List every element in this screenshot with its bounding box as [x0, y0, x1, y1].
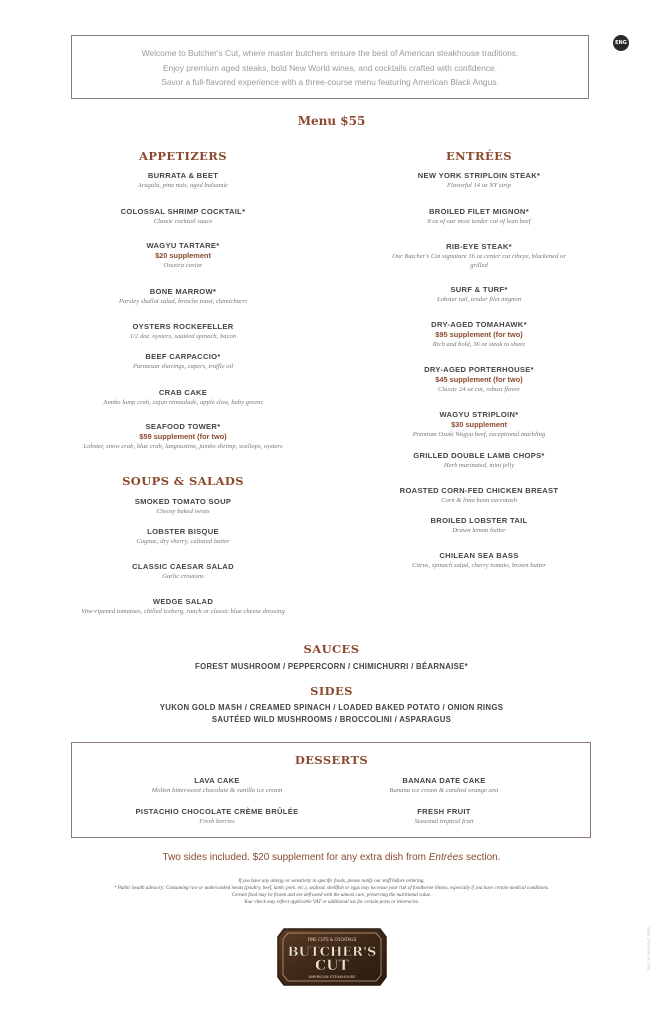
logo-line2: CUT [315, 958, 349, 974]
item-name: LAVA CAKE [194, 776, 240, 785]
menu-item [369, 450, 589, 470]
sides-note-text: section. [463, 852, 501, 863]
item-name: SEAFOOD TOWER* [145, 422, 221, 431]
item-desc: Corn & lima bean succotash [441, 497, 517, 504]
item-desc: Parmesan shavings, capers, truffle oil [132, 363, 234, 370]
logo-line1: BUTCHER'S [287, 945, 377, 960]
menu-item [63, 286, 303, 306]
entrees-title: ENTRÉES [445, 149, 513, 163]
item-desc: Jumbo lump crab, cajun remoulade, apple slaw, baby greens [103, 399, 263, 406]
item-desc: Ossetra caviar [163, 262, 203, 269]
legal-notice [60, 878, 603, 906]
intro-line: Enjoy premium aged steaks, bold New World wines, and cocktails crafted with confidence. [162, 62, 498, 73]
item-name: BROILED LOBSTER TAIL [430, 516, 528, 525]
legal-line: If you have any allergy or sensitivity to specific foods, please notify our staff before ordering. [238, 879, 425, 884]
item-desc: Banana ice cream & candied orange zest [389, 787, 499, 794]
menu-item [369, 550, 589, 570]
menu-item [369, 364, 589, 394]
item-name: GRILLED DOUBLE LAMB CHOPS* [413, 451, 545, 460]
item-name: CLASSIC CAESAR SALAD [132, 562, 234, 571]
menu-item [369, 515, 589, 535]
item-name: SURF & TURF* [450, 285, 508, 294]
item-desc: Herb marinated, mint jelly [443, 462, 515, 469]
item-desc: Citrus, spinach salad, cherry tomato, brown butter [411, 562, 546, 569]
item-desc: Fresh berries [199, 818, 235, 825]
item-desc: Garlic croutons [162, 573, 204, 580]
item-desc: Molten bittersweet chocolate & vanilla ice cream [151, 787, 283, 794]
item-name: BANANA DATE CAKE [402, 776, 486, 785]
sides-list: SAUTÉED WILD MUSHROOMS / BROCCOLINI / ASPARAGUS [211, 715, 452, 724]
item-name: WAGYU STRIPLOIN* [439, 410, 519, 419]
logo-badge-icon [276, 923, 388, 991]
item-supplement: $59 supplement (for two) [139, 432, 227, 441]
menu-item [389, 241, 569, 270]
intro-box [71, 35, 589, 99]
item-desc: Classic 24 oz cut, robust flavor [437, 386, 521, 393]
item-desc: Arugula, pine nuts, aged balsamic [137, 182, 229, 189]
item-name: LOBSTER BISQUE [147, 527, 219, 536]
menu-item [63, 206, 303, 226]
intro-line: Welcome to Butcher's Cut, where master butchers ensure the best of American steakhouse traditions. [141, 48, 519, 58]
legal-line: Your check may reflect applicable VAT or additional tax for certain ports or itineraries. [243, 900, 420, 905]
item-desc: Flavorful 14 oz NY strip [446, 182, 512, 189]
item-supplement: $30 supplement [451, 420, 507, 429]
menu-item [334, 806, 554, 826]
item-name: CRAB CAKE [158, 388, 208, 397]
menu-item [369, 206, 589, 226]
item-name: WEDGE SALAD [152, 597, 214, 606]
item-desc: Rich and bold, 36 oz steak to share [432, 341, 526, 348]
item-desc: Lobster, snow crab, blue crab, langoustine, jumbo shrimp, scallops, oysters [83, 443, 283, 450]
item-desc: Cognac, dry sherry, cultured butter [136, 538, 230, 545]
item-desc: Classic cocktail sauce [153, 218, 213, 225]
item-name: CHILEAN SEA BASS [439, 551, 519, 560]
item-name: NEW YORK STRIPLOIN STEAK* [417, 171, 541, 180]
item-name: BEEF CARPACCIO* [145, 352, 221, 361]
sides-note-text: Two sides included. $20 supplement for any extra dish from [162, 852, 429, 863]
legal-line: * Public health advisory: Consuming raw or undercooked meats (poultry, beef, lamb, pork, etc.), seafood, shellfish or eggs may increase your risk of foodborne illness, especially if you have certain medical conditions. [113, 886, 550, 891]
item-desc: Drawn lemon butter [452, 527, 506, 534]
menu-item [369, 284, 589, 304]
butchers-cut-logo [276, 923, 388, 991]
appetizers-title: APPETIZERS [139, 149, 227, 163]
menu-item [63, 526, 303, 546]
item-name: SMOKED TOMATO SOUP [134, 497, 232, 506]
item-name: BURRATA & BEET [147, 171, 219, 180]
menu-item [369, 319, 589, 349]
item-desc: Our Butcher's Cut signature 16 oz center cut ribeye, blackened or grilled [392, 253, 566, 269]
menu-item [97, 775, 337, 795]
sides-title: SIDES [310, 684, 353, 698]
item-supplement: $45 supplement (for two) [435, 375, 523, 384]
soups-salads-title: SOUPS & SALADS [122, 474, 244, 488]
menu-item [369, 409, 589, 439]
menu-item [63, 496, 303, 516]
item-desc: 8 oz of our most tender cut of lean beef [427, 218, 531, 225]
item-supplement: $20 supplement [155, 251, 211, 260]
intro-line: Savor a full-flavored experience with a three-course menu featuring American Black Angus. [161, 77, 499, 87]
logo-bottom-text: AMERICAN STEAKHOUSE [308, 974, 356, 979]
item-desc: Seasonal tropical fruit [414, 818, 474, 825]
menu-item [63, 240, 303, 270]
menu-item [369, 170, 589, 190]
sides-note [0, 852, 663, 863]
menu-item [369, 485, 589, 505]
item-name: OYSTERS ROCKEFELLER [132, 322, 234, 331]
item-name: RIB-EYE STEAK* [446, 242, 512, 251]
menu-item [63, 170, 303, 190]
item-name: BROILED FILET MIGNON* [429, 207, 529, 216]
sides-note-emphasis: Entrées [428, 852, 464, 863]
item-desc: Cheesy baked twists [156, 508, 210, 515]
menu-item [97, 806, 337, 826]
print-code: RCL 10 2023 CUT 1033 [646, 927, 651, 970]
menu-item [63, 351, 303, 371]
item-name: PISTACHIO CHOCOLATE CRÈME BRÛLÉE [135, 807, 299, 816]
menu-item [63, 561, 303, 581]
item-name: ROASTED CORN-FED CHICKEN BREAST [399, 486, 559, 495]
item-desc: Vine-ripened tomatoes, chilled iceberg, ranch or classic blue cheese dressing [81, 608, 285, 615]
item-name: FRESH FRUIT [417, 807, 471, 816]
legal-line: Certain food may be frozen and are defrosted with the utmost care, preserving the nutritional value. [231, 893, 432, 898]
item-name: DRY-AGED TOMAHAWK* [431, 320, 527, 329]
item-desc: Parsley shallot salad, brioche toast, chimichurri [118, 298, 248, 305]
menu-item [63, 596, 303, 616]
item-name: DRY-AGED PORTERHOUSE* [424, 365, 534, 374]
item-name: WAGYU TARTARE* [146, 241, 220, 250]
sauces-list: FOREST MUSHROOM / PEPPERCORN / CHIMICHURRI / BÉARNAISE* [195, 662, 468, 671]
item-name: COLOSSAL SHRIMP COCKTAIL* [120, 207, 246, 216]
logo-top-text: FINE CUTS & COCKTAILS [307, 937, 357, 942]
menu-item [334, 775, 554, 795]
sauces-title: SAUCES [303, 642, 360, 656]
item-desc: 1/2 doz. oysters, sautéed spinach, bacon [129, 333, 237, 340]
item-desc: Premium Ozaki Wagyu beef, exceptional marbling [412, 431, 546, 438]
menu-item [63, 387, 303, 407]
sides-list: YUKON GOLD MASH / CREAMED SPINACH / LOADED BAKED POTATO / ONION RINGS [159, 703, 504, 712]
menu-price: Menu $55 [297, 114, 366, 128]
menu-item [63, 421, 303, 451]
language-badge[interactable]: ENG [613, 35, 629, 51]
menu-item [63, 321, 303, 341]
item-name: BONE MARROW* [149, 287, 217, 296]
item-supplement: $95 supplement (for two) [435, 330, 523, 339]
desserts-title: DESSERTS [294, 753, 369, 767]
item-desc: Lobster tail, tender filet mignon [436, 296, 522, 303]
